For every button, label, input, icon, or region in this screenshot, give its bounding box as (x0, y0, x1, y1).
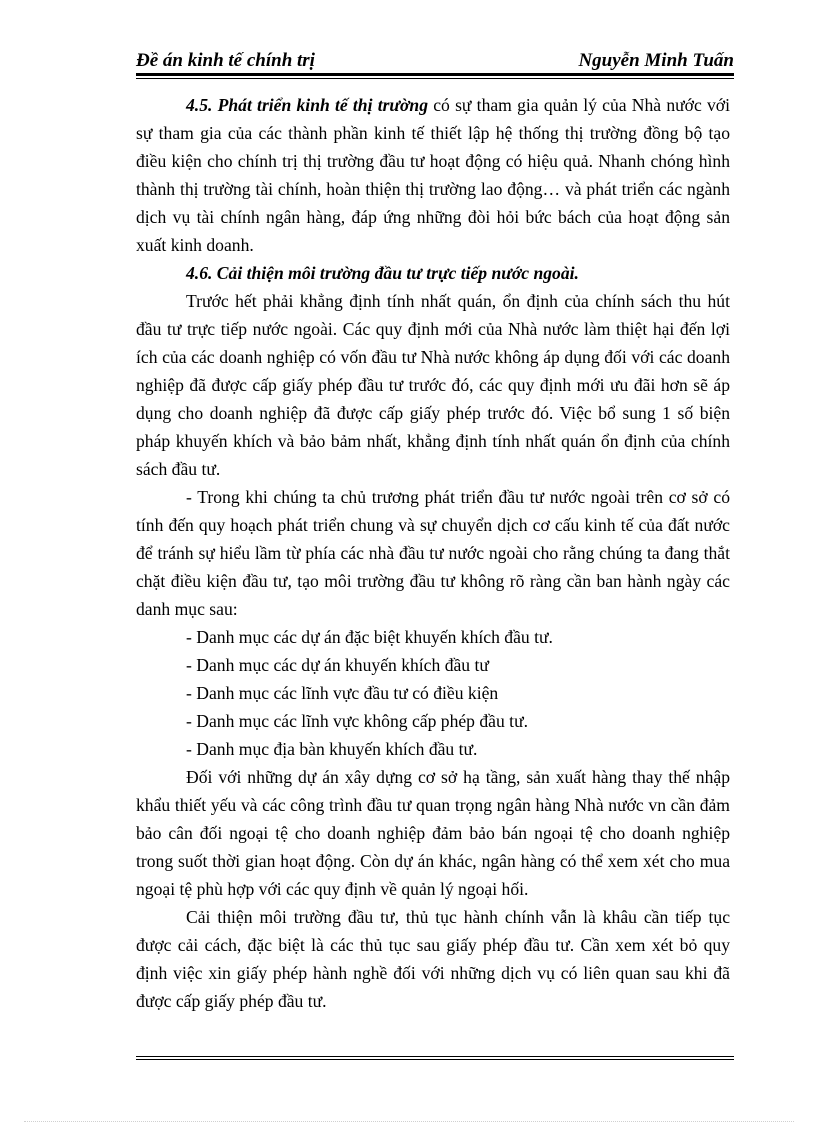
section-4-5-paragraph (136, 91, 730, 259)
header-author: Nguyễn Minh Tuấn (578, 50, 734, 71)
section-4-5-body: có sự tham gia quản lý của Nhà nước với sự tham gia của các thành phần kinh tế thiết lập hệ thống thị trường đồng bộ tạo điều kiện cho chính trị thị trường đầu tư hoạt động có hiệu quả. Nhanh chóng hình thành thị trường tài chính, hoàn thiện thị trường lao động… và phát triển các ngành dịch vụ tài chính ngân hàng, đáp ứng những đòi hỏi bức bách của hoạt động sản xuất kinh doanh. (136, 95, 730, 255)
section-4-6-title: 4.6. Cải thiện môi trường đầu tư trực tiếp nước ngoài. (186, 263, 579, 283)
paragraph: Cải thiện môi trường đầu tư, thủ tục hành chính vẫn là khâu cần tiếp tục được cải cách, đặc biệt là các thủ tục sau giấy phép đầu tư. Cần xem xét bỏ quy định việc xin giấy phép hành nghề đối với những dịch vụ có liên quan sau khi đã được cấp giấy phép đầu tư. (136, 907, 730, 1011)
paragraph: Đối với những dự án xây dựng cơ sở hạ tầng, sản xuất hàng thay thế nhập khẩu thiết yếu và các công trình đầu tư quan trọng ngân hàng Nhà nước vn cần đảm bảo cân đối ngoại tệ cho doanh nghiệp đảm bảo bán ngoại tệ cho doanh nghiệp trong suốt thời gian hoạt động. Còn dự án khác, ngân hàng có thể xem xét cho mua ngoại tệ phù hợp với các quy định về quản lý ngoại hối. (136, 767, 730, 899)
list-item: - Danh mục các lĩnh vực đầu tư có điều kiện (186, 683, 499, 703)
page-body (136, 91, 730, 1015)
page-header (136, 44, 734, 72)
list-item: - Danh mục các dự án khuyến khích đầu tư (186, 655, 489, 675)
paragraph: - Trong khi chúng ta chủ trương phát triển đầu tư nước ngoài trên cơ sở có tính đến quy hoạch phát triển chung và sự chuyển dịch cơ cấu kinh tế của đất nước để tránh sự hiểu lầm từ phía các nhà đầu tư nước ngoài cho rằng chúng ta đang thắt chặt điều kiện đầu tư, tạo môi trường đầu tư không rõ ràng cần ban hành ngày các danh mục sau: (136, 487, 730, 619)
header-rule-thin (136, 78, 734, 79)
section-4-5-title: 4.5. Phát triển kinh tế thị trường (186, 95, 429, 115)
list-item: - Danh mục địa bàn khuyến khích đầu tư. (186, 739, 478, 759)
header-rule-thick (136, 73, 734, 76)
header-document-title: Đề án kinh tế chính trị (136, 50, 315, 71)
paragraph: Trước hết phải khẳng định tính nhất quán, ổn định của chính sách thu hút đầu tư trực tiếp nước ngoài. Các quy định mới của Nhà nước làm thiệt hại đến lợi ích của các doanh nghiệp có vốn đầu tư Nhà nước không áp dụng đối với các doanh nghiệp đã được cấp giấy phép đầu tư trước đó, các quy định mới ưu đãi hơn sẽ áp dụng cho doanh nghiệp đã được cấp giấy phép trước đó. Việc bổ sung 1 số biện pháp khuyến khích và bảo bảm nhất, khẳng định tính nhất quán ổn định của chính sách đầu tư. (136, 291, 730, 479)
footer-rule-bottom (136, 1059, 734, 1060)
list-item: - Danh mục các dự án đặc biệt khuyến khích đầu tư. (186, 627, 553, 647)
list-item: - Danh mục các lĩnh vực không cấp phép đầu tư. (186, 711, 529, 731)
footer-rule-top (136, 1056, 734, 1057)
page-edge-dotted-line (24, 1121, 794, 1122)
